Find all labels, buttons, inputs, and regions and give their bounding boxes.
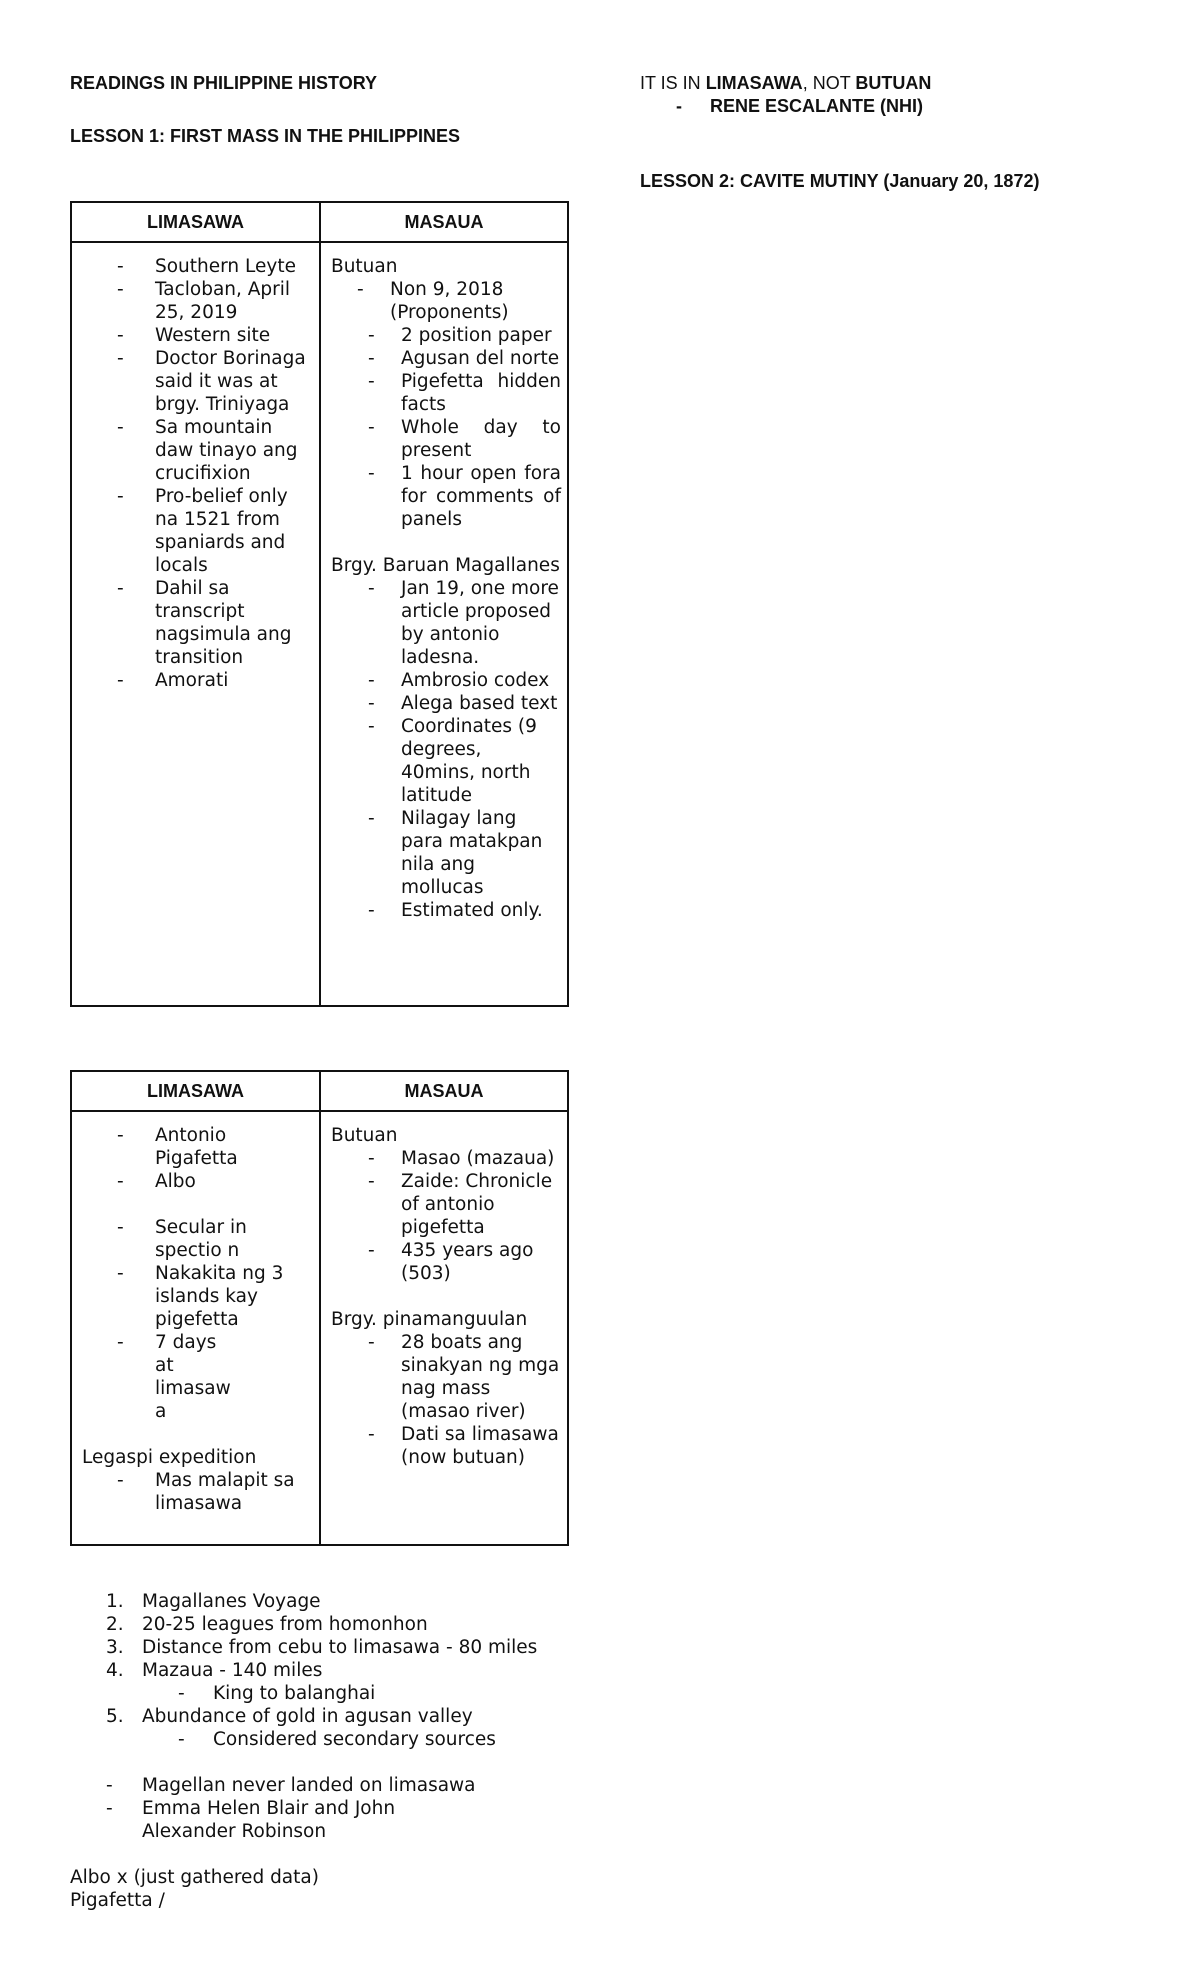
list-item: - Magellan never landed on limasawa: [70, 1774, 570, 1797]
attribution: RENE ESCALANTE (NHI): [710, 96, 924, 116]
list-number: 3.: [106, 1637, 124, 1658]
list-text: Abundance of gold in agusan valley: [142, 1706, 473, 1727]
list-item: - Coordinates (9 degrees, 40mins, north latitude: [331, 715, 567, 807]
list-item: [70, 1590, 570, 1613]
list-item: - 7 days at limasaw a: [72, 1331, 233, 1423]
list-item: [70, 1705, 570, 1751]
thesis-line: [640, 72, 931, 94]
lesson2-title: LESSON 2: CAVITE MUTINY (January 20, 1872): [640, 171, 1040, 191]
list-item: - Agusan del norte: [331, 347, 567, 370]
list-item: - 1 hour open fora for comments of panels: [331, 462, 567, 531]
list-item: - Dati sa limasawa (now butuan): [331, 1423, 567, 1469]
list-text: Mazaua - 140 miles: [142, 1660, 323, 1681]
table1-col-masaua: MASAUA: [320, 202, 568, 242]
final-line: Pigafetta /: [70, 1890, 165, 1911]
list-item: - 28 boats ang sinakyan ng mga nag mass (masao river): [331, 1331, 567, 1423]
list-item: - Nakakita ng 3 islands kay pigefetta: [72, 1262, 319, 1331]
list-item: - Non 9, 2018 (Proponents): [331, 278, 567, 324]
list-item: - Ambrosio codex: [331, 669, 567, 692]
list-number: 5.: [106, 1706, 124, 1727]
sub-item: - Considered secondary sources: [142, 1728, 570, 1751]
list-item: - 435 years ago (503): [331, 1239, 567, 1285]
table1-masaua-cell: [320, 242, 568, 1006]
list-item: - Pro-belief only na 1521 from spaniards and locals: [72, 485, 319, 577]
table1-col-limasawa: LIMASAWA: [71, 202, 320, 242]
section-heading: Legaspi expedition: [82, 1447, 257, 1468]
list-number: 1.: [106, 1591, 124, 1612]
thesis-other: BUTUAN: [855, 73, 932, 93]
table2-col-limasawa: LIMASAWA: [71, 1071, 320, 1111]
list-item: - Western site: [72, 324, 319, 347]
list-item: - Doctor Borinaga said it was at brgy. Triniyaga: [72, 347, 319, 416]
list-item: [70, 1659, 570, 1705]
list-item: [70, 1613, 570, 1636]
list-item: - Sa mountain daw tinayo ang crucifixion: [72, 416, 319, 485]
notes-section: [70, 1590, 570, 1912]
list-item: - Whole day to present: [331, 416, 567, 462]
list-item: - Secular inspectio n: [72, 1216, 258, 1262]
section-heading: Butuan: [331, 256, 398, 277]
thesis-place: LIMASAWA: [705, 73, 803, 93]
list-item: [70, 1636, 570, 1659]
list-number: 4.: [106, 1660, 124, 1681]
list-item: - Zaide: Chronicle of antonio pigefetta: [331, 1170, 567, 1239]
list-item: - Southern Leyte: [72, 255, 319, 278]
list-item: - Dahil sa transcript nagsimula ang transition: [72, 577, 319, 669]
thesis-prefix: IT IS IN: [640, 73, 706, 93]
numbered-list: [70, 1590, 570, 1751]
list-item: - Masao (mazaua): [331, 1147, 567, 1170]
list-text: Distance from cebu to limasawa - 80 miles: [142, 1637, 538, 1658]
comparison-table-1: [70, 201, 569, 1007]
list-item: - Antonio Pigafetta: [72, 1124, 319, 1170]
list-item: - Amorati: [72, 669, 319, 692]
comparison-table-2: [70, 1070, 569, 1546]
list-item: - Albo: [72, 1170, 319, 1193]
list-item: - 2 position paper: [331, 324, 567, 347]
section-heading: Brgy. pinamanguulan: [331, 1309, 528, 1330]
final-line: Albo x (just gathered data): [70, 1867, 319, 1888]
list-item: - Mas malapit sa limasawa: [72, 1469, 319, 1515]
table1-limasawa-cell: [71, 242, 320, 1006]
sub-item: - King to balanghai: [142, 1682, 570, 1705]
thesis-middle: , NOT: [802, 73, 856, 93]
section-heading: Butuan: [331, 1125, 398, 1146]
list-item: - Jan 19, one more article proposed by antonio ladesna.: [331, 577, 567, 669]
list-text: Magallanes Voyage: [142, 1591, 321, 1612]
list-item: - Tacloban, April 25, 2019: [72, 278, 319, 324]
lesson1-title: LESSON 1: FIRST MASS IN THE PHILIPPINES: [70, 126, 461, 146]
list-item: - Nilagay lang para matakpan nila ang mollucas: [331, 807, 567, 899]
section-heading: Brgy. Baruan Magallanes: [331, 555, 560, 576]
attribution-line: - RENE ESCALANTE (NHI): [676, 96, 924, 116]
list-number: 2.: [106, 1614, 124, 1635]
course-title: READINGS IN PHILIPPINE HISTORY: [70, 73, 378, 93]
dash-notes: [70, 1774, 570, 1843]
list-item: - Estimated only.: [331, 899, 567, 922]
list-item: - Alega based text: [331, 692, 567, 715]
table2-masaua-cell: [320, 1111, 568, 1545]
list-item: - Emma Helen Blair and John Alexander Robinson: [70, 1797, 432, 1843]
list-text: 20-25 leagues from homonhon: [142, 1614, 428, 1635]
list-item: - Pigefetta hidden facts: [331, 370, 567, 416]
table2-limasawa-cell: [71, 1111, 320, 1545]
table2-col-masaua: MASAUA: [320, 1071, 568, 1111]
